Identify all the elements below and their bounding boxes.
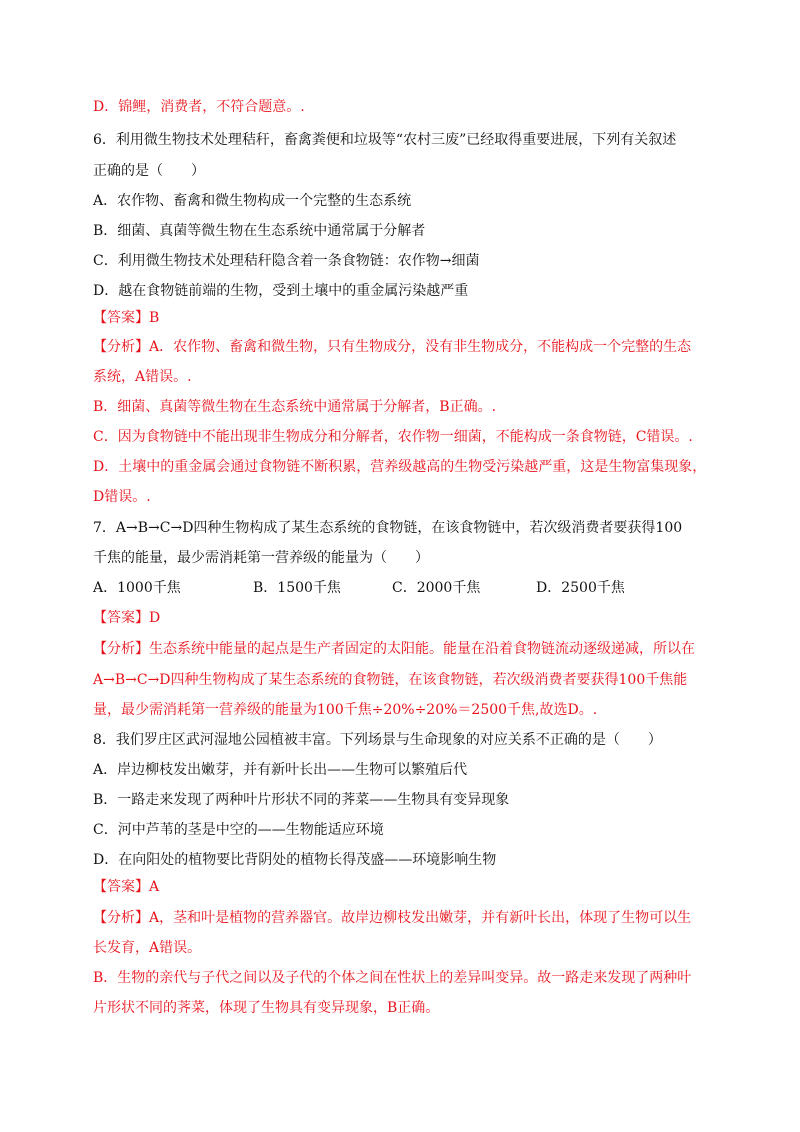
q8-analysis-line3: B．生物的亲代与子代之间以及子代的个体之间在性状上的差异叫变异。故一路走来发现了两种叶 — [93, 970, 692, 986]
q7-options-row — [93, 578, 720, 598]
q6-option-b: B．细菌、真菌等微生物在生态系统中通常属于分解者 — [93, 223, 426, 239]
q8-analysis-line1: 【分析】A，茎和叶是植物的营养器官。故岸边柳枝发出嫩芽，并有新叶长出，体现了生物可以生 — [93, 910, 692, 926]
q7-option-d: D．2500千焦 — [536, 580, 625, 596]
q6-option-d: D．越在食物链前端的生物，受到土壤中的重金属污染越严重 — [93, 283, 469, 299]
q7-stem-line2: 千焦的能量，最少需消耗第一营养级的能量为（ ） — [93, 550, 429, 566]
q6-analysis-line5: D．土壤中的重金属会通过食物链不断积累，营养级越高的生物受污染越严重，这是生物富集现象， — [93, 459, 707, 475]
q6-analysis-line4: C．因为食物链中不能出现非生物成分和分解者，农作物一细菌，不能构成一条食物链，C错误。. — [93, 429, 693, 445]
q8-option-a: A．岸边柳枝发出嫩芽，并有新叶长出——生物可以繁殖后代 — [93, 762, 468, 778]
q6-analysis-line6: D错误。. — [93, 489, 151, 505]
q7-analysis-line1: 【分析】生态系统中能量的起点是生产者固定的太阳能。能量在沿着食物链流动逐级递减，所以在 — [93, 641, 695, 657]
q7-answer: 【答案】D — [93, 610, 161, 626]
q8-analysis-line4: 片形状不同的荠菜，体现了生物具有变异现象，B正确。 — [93, 1000, 440, 1016]
q7-analysis-line3: 量，最少需消耗第一营养级的能量为100千焦÷20%÷20%＝2500千焦,故选D。. — [93, 702, 598, 718]
q7-stem-line1: 7．A→B→C→D四种生物构成了某生态系统的食物链，在该食物链中，若次级消费者要获得100 — [93, 520, 683, 536]
prev-analysis-tail: D．锦鲤，消费者，不符合题意。. — [93, 99, 305, 115]
q8-analysis-line2: 长发育，A错误。 — [93, 940, 202, 956]
q6-analysis-line3: B．细菌、真菌等微生物在生态系统中通常属于分解者，B正确。. — [93, 399, 497, 415]
q8-stem: 8．我们罗庄区武河湿地公园植被丰富。下列场景与生命现象的对应关系不正确的是（ ） — [93, 732, 662, 748]
q7-analysis-line2: A→B→C→D四种生物构成了某生态系统的食物链，在该食物链，若次级消费者要获得100千焦能 — [93, 672, 688, 688]
q6-option-a: A．农作物、畜禽和微生物构成一个完整的生态系统 — [93, 193, 412, 209]
q6-analysis-line2: 系统，A错误。. — [93, 369, 192, 385]
q6-stem-line2: 正确的是（ ） — [93, 163, 205, 179]
q7-option-b: B．1500千焦 — [253, 580, 341, 596]
q6-stem-line1: 6．利用微生物技术处理秸秆，畜禽粪便和垃圾等“农村三废”已经取得重要进展，下列有关叙述 — [93, 132, 677, 148]
q6-analysis-line1: 【分析】A．农作物、畜禽和微生物，只有生物成分，没有非生物成分，不能构成一个完整的生态 — [93, 339, 692, 355]
q6-option-c: C．利用微生物技术处理秸秆隐含着一条食物链：农作物→细菌 — [93, 253, 480, 269]
q7-option-a: A．1000千焦 — [93, 580, 181, 596]
q8-answer: 【答案】A — [93, 879, 160, 895]
q8-option-b: B．一路走来发现了两种叶片形状不同的荠菜——生物具有变异现象 — [93, 792, 510, 808]
q8-option-d: D．在向阳处的植物要比背阴处的植物长得茂盛——环境影响生物 — [93, 852, 497, 868]
q6-answer: 【答案】B — [93, 310, 160, 326]
q7-option-c: C．2000千焦 — [392, 580, 481, 596]
q8-option-c: C．河中芦苇的茎是中空的——生物能适应环境 — [93, 822, 384, 838]
